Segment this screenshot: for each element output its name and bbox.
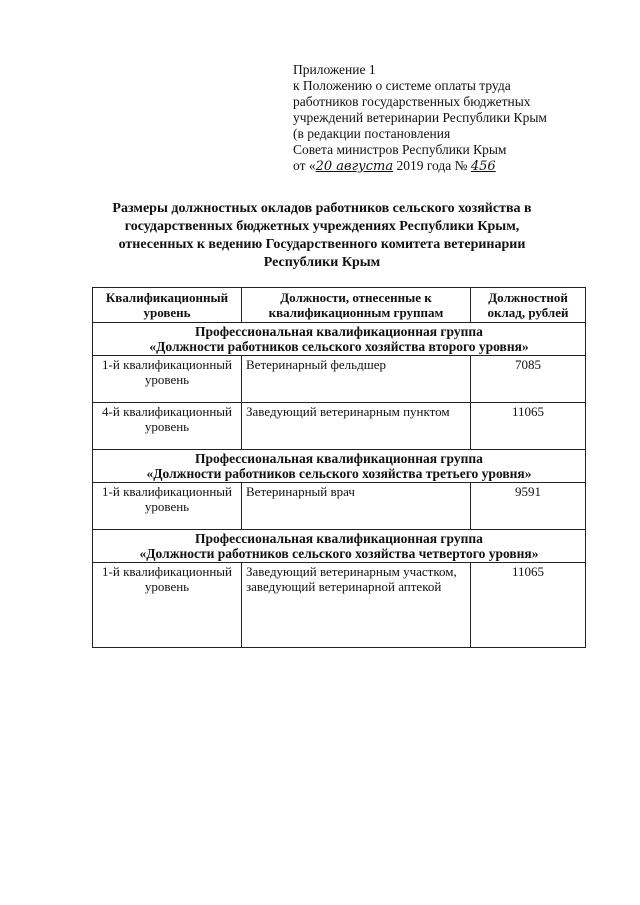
table-row [93, 403, 586, 450]
appendix-line-5: (в редакции постановления [293, 126, 451, 141]
group-title-line-1: Профессиональная квалификационная группа [195, 531, 483, 546]
title-line-4: Республики Крым [263, 255, 381, 270]
group-row [93, 530, 586, 563]
position-line-1: Заведующий ветеринарным участком, [246, 564, 457, 579]
document-title [60, 200, 584, 272]
header-salary: Должностной оклад, рублей [471, 288, 586, 323]
title-line-3: отнесенных к ведению Государственного комитета ветеринарии [118, 237, 526, 252]
appendix-line-4: учреждений ветеринарии Республики Крым [293, 110, 547, 125]
salary-cell: 11065 [471, 403, 586, 450]
group-title-second-level [93, 323, 586, 356]
appendix-line-2: к Положению о системе оплаты труда [293, 78, 511, 93]
title-line-1: Размеры должностных окладов работников сельского хозяйства в [112, 201, 532, 216]
position-cell [242, 563, 471, 648]
position-cell: Ветеринарный фельдшер [242, 356, 471, 403]
group-row [93, 323, 586, 356]
level-cell: 1-й квалификационный уровень [93, 356, 242, 403]
handwritten-number: 456 [470, 159, 496, 174]
appendix-date-line [293, 158, 613, 175]
header-qualification-level: Квалификационный уровень [93, 288, 242, 323]
group-title-line-1: Профессиональная квалификационная группа [195, 451, 483, 466]
appendix-line-6: Совета министров Республики Крым [293, 142, 507, 157]
group-title-line-2: «Должности работников сельского хозяйства четвертого уровня» [139, 546, 539, 561]
appendix-line-3: работников государственных бюджетных [293, 94, 531, 109]
level-cell: 1-й квалификационный уровень [93, 563, 242, 648]
level-cell: 4-й квалификационный уровень [93, 403, 242, 450]
handwritten-date: 20 августа [315, 159, 394, 174]
salary-cell: 11065 [471, 563, 586, 648]
level-cell: 1-й квалификационный уровень [93, 483, 242, 530]
appendix-line-1: Приложение 1 [293, 62, 376, 77]
salary-cell: 7085 [471, 356, 586, 403]
group-title-line-1: Профессиональная квалификационная группа [195, 324, 483, 339]
appendix-header [293, 62, 613, 175]
date-prefix: от « [293, 158, 316, 173]
title-line-2: государственных бюджетных учреждениях Республики Крым, [124, 219, 520, 234]
group-title-third-level [93, 450, 586, 483]
table-header-row [93, 288, 586, 323]
table-row [93, 563, 586, 648]
position-cell: Заведующий ветеринарным пунктом [242, 403, 471, 450]
group-title-line-2: «Должности работников сельского хозяйства третьего уровня» [146, 466, 532, 481]
salary-cell: 9591 [471, 483, 586, 530]
group-row [93, 450, 586, 483]
salary-table [92, 287, 586, 648]
group-title-fourth-level [93, 530, 586, 563]
position-cell: Ветеринарный врач [242, 483, 471, 530]
table-row [93, 483, 586, 530]
position-line-2: заведующий ветеринарной аптекой [246, 579, 442, 594]
header-positions: Должности, отнесенные к квалификационным группам [242, 288, 471, 323]
group-title-line-2: «Должности работников сельского хозяйства второго уровня» [149, 339, 529, 354]
table-row [93, 356, 586, 403]
date-year-number: 2019 года № [396, 158, 468, 173]
